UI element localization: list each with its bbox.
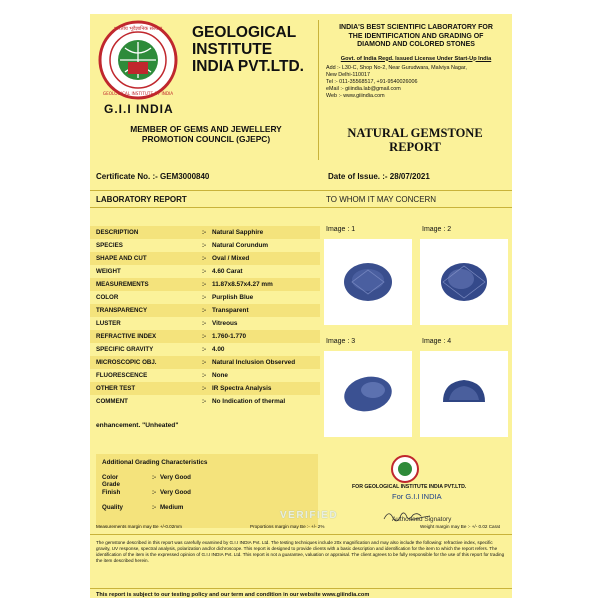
detail-value: Natural Inclusion Observed — [212, 359, 296, 366]
rule-divider — [90, 534, 512, 535]
detail-sep: :- — [202, 294, 207, 301]
detail-row — [90, 252, 320, 265]
detail-value: Natural Corundum — [212, 242, 269, 249]
detail-value: Purplish Blue — [212, 294, 254, 301]
header-right — [326, 24, 506, 100]
grading-key: Color Grade — [102, 474, 120, 488]
detail-value: Natural Sapphire — [212, 229, 264, 236]
detail-value: Transparent — [212, 307, 249, 314]
detail-key: DESCRIPTION — [96, 229, 139, 236]
image-cell-1 — [324, 226, 412, 326]
detail-key: SHAPE AND CUT — [96, 255, 147, 262]
detail-row — [90, 356, 320, 369]
details-table — [90, 226, 320, 408]
detail-key: SPECIES — [96, 242, 123, 249]
detail-row — [90, 265, 320, 278]
membership-text: MEMBER OF GEMS AND JEWELLERY PROMOTION COUNCIL (GJEPC) — [130, 124, 282, 144]
detail-key: LUSTER — [96, 320, 121, 327]
grading-title: Additional Grading Characteristics — [102, 459, 208, 466]
image-label: Image : 4 — [422, 338, 452, 345]
detail-key: MICROSCOPIC OBJ. — [96, 359, 157, 366]
detail-sep: :- — [202, 229, 207, 236]
detail-sep: :- — [202, 333, 207, 340]
detail-key: SPECIFIC GRAVITY — [96, 346, 154, 353]
detail-key: OTHER TEST — [96, 385, 136, 392]
detail-sep: :- — [202, 320, 207, 327]
detail-value: Vitreous — [212, 320, 238, 327]
enhancement-note: enhancement. "Unheated" — [96, 422, 179, 429]
grading-key: Quality — [102, 504, 123, 511]
detail-value: 4.00 — [212, 346, 225, 353]
gemstone-photo-3 — [324, 351, 412, 437]
grading-sep: :- — [152, 504, 157, 511]
detail-sep: :- — [202, 268, 207, 275]
detail-sep: :- — [202, 242, 207, 249]
detail-value: IR Spectra Analysis — [212, 385, 272, 392]
detail-row — [90, 291, 320, 304]
organization-name: GEOLOGICAL INSTITUTE INDIA PVT.LTD. — [192, 24, 304, 75]
detail-sep: :- — [202, 385, 207, 392]
certificate — [90, 14, 512, 598]
disclaimer-text: The gemstone described in this report was carefully examined by G.I.I INDIA Pvt. Ltd. The testing techniques include 20x magnification and may also include the following: refractive index, specific gravity, UV response, spectral analysis, polarization and/or dichroscope. This report is designed to provide clients with a basic description and identification for the item to which the report refers. The identification of the item is the expressed opinion of G.I.I INDIA Pvt. Ltd. This report is not a guarantee, valuation or appraisal. The client agrees to be fully responsible for the use of this report for trading the item described herein. — [96, 540, 505, 563]
to-whom-label: TO WHOM IT MAY CONCERN — [326, 195, 437, 204]
gemstone-photo-1 — [324, 239, 412, 325]
report-title: NATURAL GEMSTONE REPORT — [347, 126, 483, 154]
weight-note: Weight margin may Be :- +/- 0.02 Carat — [420, 524, 500, 529]
detail-sep: :- — [202, 359, 207, 366]
report-bar — [90, 190, 512, 208]
seal-ring-text: GEOLOGICAL INSTITUTE OF INDIA — [102, 91, 174, 96]
image-cell-3 — [324, 338, 412, 438]
lab-tagline: INDIA'S BEST SCIENTIFIC LABORATORY FOR THE IDENTIFICATION AND GRADING OF DIAMOND AND COLORED STONES — [339, 24, 493, 48]
detail-key: WEIGHT — [96, 268, 121, 275]
header-divider — [318, 20, 319, 160]
authorised-signatory: Authorised Signatory — [392, 516, 452, 523]
gemstone-icon — [333, 252, 403, 312]
detail-row — [90, 330, 320, 343]
detail-row — [90, 239, 320, 252]
gii-label: G.I.I INDIA — [104, 102, 174, 116]
detail-sep: :- — [202, 255, 207, 262]
detail-row — [90, 317, 320, 330]
gemstone-icon — [333, 364, 403, 424]
grading-key: Finish — [102, 489, 121, 496]
detail-sep: :- — [202, 346, 207, 353]
certificate-number: Certificate No. :- GEM3000840 — [96, 172, 210, 181]
institute-seal-icon — [98, 20, 178, 100]
verified-watermark: VERIFIED — [280, 510, 339, 521]
image-label: Image : 3 — [326, 338, 356, 345]
grading-sep: :- — [152, 474, 157, 481]
detail-row — [90, 395, 320, 408]
detail-key: REFRACTIVE INDEX — [96, 333, 157, 340]
detail-value: 11.87x8.57x4.27 mm — [212, 281, 273, 288]
detail-sep: :- — [202, 281, 207, 288]
measurements-note: Measurements margin may Be +/-0.02mm — [96, 524, 182, 529]
image-label: Image : 1 — [326, 226, 356, 233]
laboratory-report-label: LABORATORY REPORT — [96, 195, 187, 204]
detail-key: FLUORESCENCE — [96, 372, 148, 379]
detail-key: TRANSPARENCY — [96, 307, 148, 314]
gemstone-icon — [429, 364, 499, 424]
gemstone-icon — [429, 252, 499, 312]
issue-date: Date of Issue. :- 28/07/2021 — [328, 172, 430, 181]
grading-value: Very Good — [160, 474, 191, 481]
detail-value: None — [212, 372, 228, 379]
grading-value: Very Good — [160, 489, 191, 496]
rule-divider — [90, 588, 512, 589]
detail-value: No Indication of thermal — [212, 398, 286, 405]
for-company-label: FOR GEOLOGICAL INSTITUTE INDIA PVT.LTD. — [352, 484, 467, 490]
image-cell-4 — [420, 338, 508, 438]
detail-value: 1.760-1.770 — [212, 333, 247, 340]
detail-row — [90, 226, 320, 239]
detail-key: MEASUREMENTS — [96, 281, 149, 288]
detail-row — [90, 369, 320, 382]
govt-registration: Govt. of India Regd. Issued License Under Start-Up India — [340, 55, 492, 62]
detail-row — [90, 343, 320, 356]
detail-sep: :- — [202, 307, 207, 314]
proportions-note: Proportions margin may Be :- +/- 2% — [250, 524, 325, 529]
detail-value: Oval / Mixed — [212, 255, 250, 262]
grading-sep: :- — [152, 489, 157, 496]
detail-value: 4.60 Carat — [212, 268, 243, 275]
gemstone-photo-2 — [420, 239, 508, 325]
company-stamp-icon — [390, 454, 420, 484]
for-gii-label: For G.I.I INDIA — [392, 492, 442, 501]
detail-key: COLOR — [96, 294, 119, 301]
detail-row — [90, 304, 320, 317]
image-label: Image : 2 — [422, 226, 452, 233]
detail-sep: :- — [202, 398, 207, 405]
seal-top-text: भारतीय भूवैज्ञानिक संस्थान — [113, 26, 163, 32]
detail-sep: :- — [202, 372, 207, 379]
grading-value: Medium — [160, 504, 184, 511]
detail-key: COMMENT — [96, 398, 128, 405]
footer-policy: This report is subject to our testing policy and our term and condition in our website www.giiindia.com — [96, 592, 370, 598]
image-cell-2 — [420, 226, 508, 326]
header-left — [90, 14, 315, 164]
detail-row — [90, 278, 320, 291]
contact-address: Add :- L30-C, Shop No-2, Near Gurudwara, Malviya Nagar, New Delhi-110017 Tel :- 011-35568517, +91-9540026006 eMail :- giiindia.lab@gmail.com Web :- www.giiindia.com — [326, 64, 467, 99]
gemstone-photo-4 — [420, 351, 508, 437]
detail-row — [90, 382, 320, 395]
